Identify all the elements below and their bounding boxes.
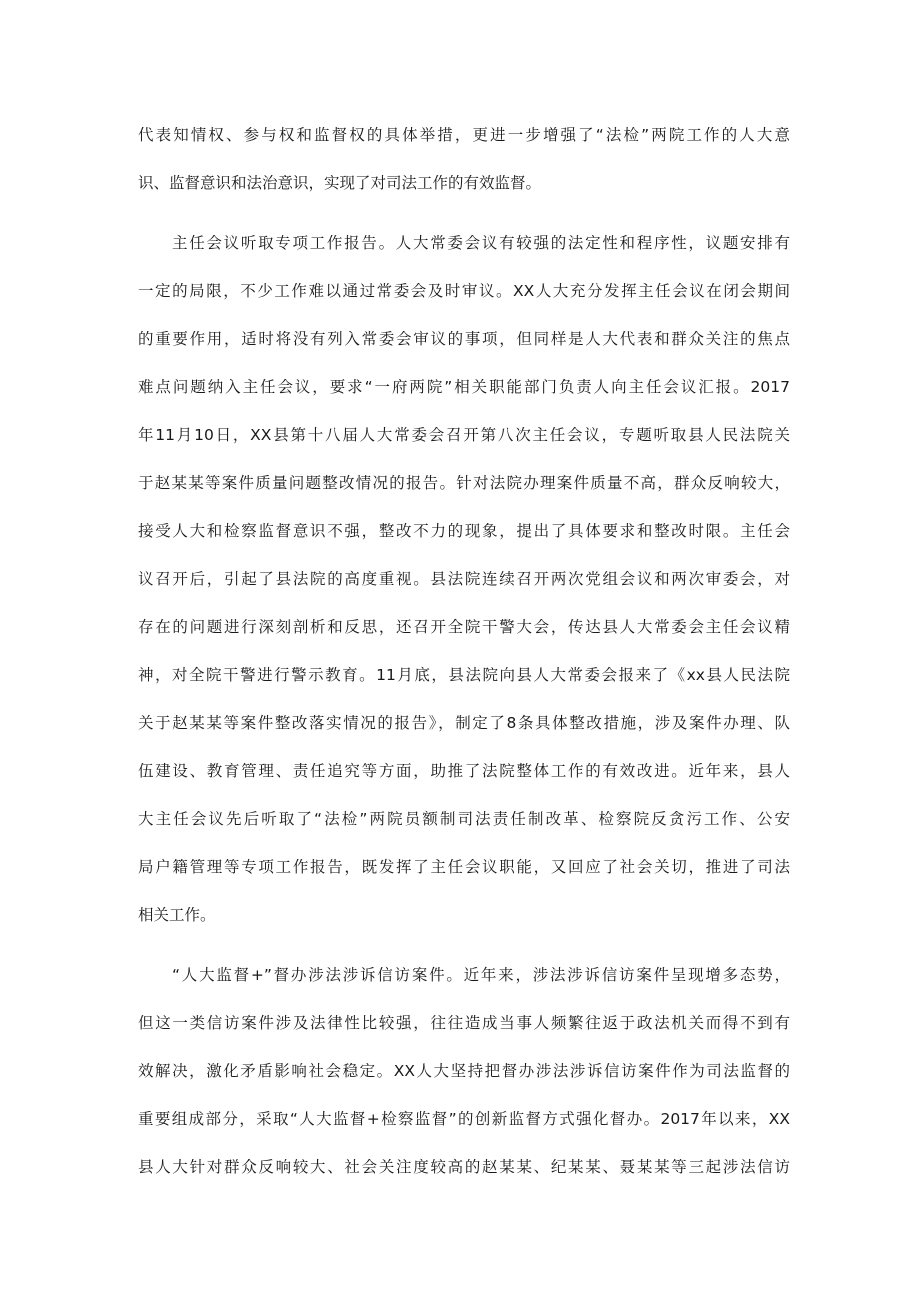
paragraph-1-line-2: 识、监督意识和法治意识，实现了对司法工作的有效监督。: [138, 174, 542, 192]
paragraph-2-line-10: 神，对全院干警进行警示教育。11月底，县法院向县人大常委会报来了《xx县人民法院: [138, 666, 790, 684]
paragraph-2-line-9: 存在的问题进行深刻剖析和反思，还召开全院干警大会，传达县人大常委会主任会议精: [138, 618, 790, 636]
paragraph-2-line-4: 难点问题纳入主任会议，要求“一府两院”相关职能部门负责人向主任会议汇报。2017: [138, 378, 790, 396]
paragraph-3-line-1: “人大监督+”督办涉法涉诉信访案件。近年来，涉法涉诉信访案件呈现增多态势，: [172, 966, 790, 984]
paragraph-2-line-6: 于赵某某等案件质量问题整改情况的报告。针对法院办理案件质量不高，群众反响较大，: [138, 474, 790, 492]
paragraph-2-line-1: 主任会议听取专项工作报告。人大常委会议有较强的法定性和程序性，议题安排有: [172, 234, 790, 252]
paragraph-2-line-7: 接受人大和检察监督意识不强，整改不力的现象，提出了具体要求和整改时限。主任会: [138, 522, 790, 540]
paragraph-3-line-2: 但这一类信访案件涉及法律性比较强，往往造成当事人频繁往返于政法机关而得不到有: [138, 1014, 790, 1032]
paragraph-3-line-4: 重要组成部分，采取“人大监督+检察监督”的创新监督方式强化督办。2017年以来，XX: [138, 1110, 790, 1128]
paragraph-2-line-8: 议召开后，引起了县法院的高度重视。县法院连续召开两次党组会议和两次审委会，对: [138, 570, 790, 588]
paragraph-2-line-13: 大主任会议先后听取了“法检”两院员额制司法责任制改革、检察院反贪污工作、公安: [138, 810, 790, 828]
paragraph-2-line-15: 相关工作。: [138, 906, 216, 924]
paragraph-1-line-1: 代表知情权、参与权和监督权的具体举措，更进一步增强了“法检”两院工作的人大意: [138, 126, 790, 144]
paragraph-3-line-3: 效解决，激化矛盾影响社会稳定。XX人大坚持把督办涉法涉诉信访案件作为司法监督的: [138, 1062, 790, 1080]
paragraph-2-line-14: 局户籍管理等专项工作报告，既发挥了主任会议职能，又回应了社会关切，推进了司法: [138, 858, 790, 876]
paragraph-3-line-5: 县人大针对群众反响较大、社会关注度较高的赵某某、纪某某、聂某某等三起涉法信访: [138, 1158, 790, 1176]
paragraph-2-line-11: 关于赵某某等案件整改落实情况的报告》，制定了8条具体整改措施，涉及案件办理、队: [138, 714, 790, 732]
paragraph-2-line-3: 的重要作用，适时将没有列入常委会审议的事项，但同样是人大代表和群众关注的焦点: [138, 330, 790, 348]
paragraph-2-line-12: 伍建设、教育管理、责任追究等方面，助推了法院整体工作的有效改进。近年来，县人: [138, 762, 790, 780]
paragraph-2-line-5: 年11月10日，XX县第十八届人大常委会召开第八次主任会议，专题听取县人民法院关: [138, 426, 790, 444]
paragraph-2-line-2: 一定的局限，不少工作难以通过常委会及时审议。XX人大充分发挥主任会议在闭会期间: [138, 282, 790, 300]
